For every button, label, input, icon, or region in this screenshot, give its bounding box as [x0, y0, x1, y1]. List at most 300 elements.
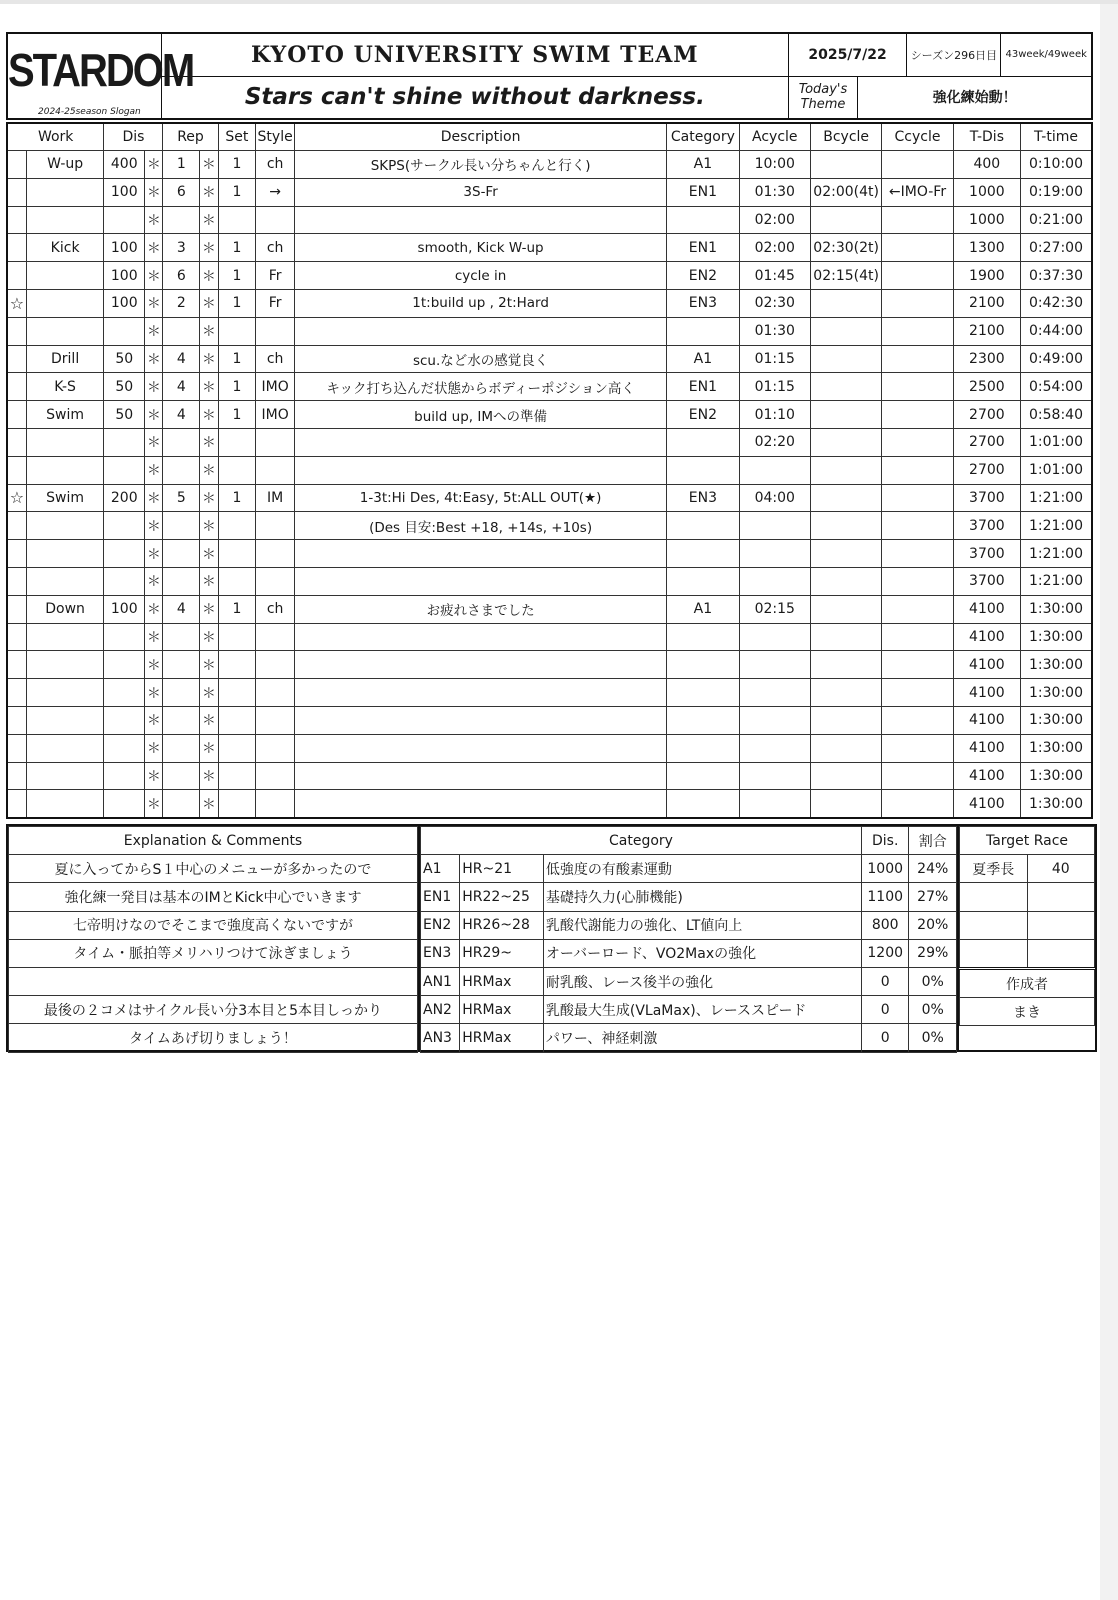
explanation-line: 強化練一発目は基本のIMとKick中心でいきます — [9, 883, 418, 911]
col-ttime: T-time — [1021, 123, 1093, 151]
menu-row — [7, 373, 1092, 401]
ccycle-cell — [882, 428, 953, 456]
times-sign: ＊ — [145, 540, 163, 568]
rep-cell: 3 — [163, 234, 200, 262]
set-cell: 1 — [218, 289, 256, 317]
acycle-cell — [739, 762, 810, 790]
tdis-cell: 4100 — [953, 595, 1020, 623]
rep-cell — [163, 456, 200, 484]
rep-cell: 2 — [163, 289, 200, 317]
style-cell: IMO — [256, 401, 295, 429]
category-desc: 耐乳酸、レース後半の強化 — [543, 967, 861, 995]
bottom-section — [6, 824, 1097, 1052]
acycle-cell — [739, 790, 810, 818]
work-cell: Swim — [26, 401, 104, 429]
menu-row — [7, 623, 1092, 651]
times-sign: ＊ — [200, 651, 218, 679]
times-sign: ＊ — [200, 289, 218, 317]
category-desc: 低強度の有酸素運動 — [543, 855, 861, 883]
description-cell: smooth, Kick W-up — [295, 234, 667, 262]
times-sign: ＊ — [200, 706, 218, 734]
tdis-cell: 4100 — [953, 762, 1020, 790]
description-cell: cycle in — [295, 262, 667, 290]
times-sign: ＊ — [200, 512, 218, 540]
ccycle-cell — [882, 234, 953, 262]
ttime-cell: 1:30:00 — [1021, 651, 1093, 679]
category-row — [421, 911, 957, 939]
menu-row — [7, 567, 1092, 595]
category-ratio: 0% — [909, 1024, 957, 1052]
style-cell — [256, 317, 295, 345]
work-cell — [26, 706, 104, 734]
ccycle-cell — [882, 706, 953, 734]
set-cell — [218, 428, 256, 456]
style-cell — [256, 567, 295, 595]
category-cell: EN3 — [667, 289, 739, 317]
description-cell: (Des 目安:Best +18, +14s, +10s) — [295, 512, 667, 540]
times-sign: ＊ — [145, 234, 163, 262]
set-cell: 1 — [218, 484, 256, 512]
rep-cell: 1 — [163, 151, 200, 179]
times-sign: ＊ — [145, 595, 163, 623]
acycle-cell — [739, 651, 810, 679]
dis-cell — [104, 512, 145, 540]
work-cell — [26, 762, 104, 790]
dis-cell — [104, 206, 145, 234]
theme-label-line1: Today's — [798, 82, 848, 98]
menu-row — [7, 428, 1092, 456]
rep-cell — [163, 206, 200, 234]
tdis-cell: 2700 — [953, 456, 1020, 484]
style-cell: → — [256, 178, 295, 206]
dis-cell — [104, 790, 145, 818]
bcycle-cell: 02:00(4t) — [810, 178, 881, 206]
category-cell — [667, 734, 739, 762]
rep-cell — [163, 317, 200, 345]
category-hr: HRMax — [460, 996, 544, 1024]
work-cell: K-S — [26, 373, 104, 401]
times-sign: ＊ — [145, 679, 163, 707]
menu-row — [7, 178, 1092, 206]
star-mark — [7, 706, 26, 734]
star-mark — [7, 428, 26, 456]
slogan-text: Stars can't shine without darkness. — [161, 76, 788, 119]
menu-row — [7, 651, 1092, 679]
times-sign: ＊ — [200, 206, 218, 234]
acycle-cell: 04:00 — [739, 484, 810, 512]
style-cell: IM — [256, 484, 295, 512]
explanation-line — [9, 967, 418, 995]
star-mark — [7, 734, 26, 762]
times-sign: ＊ — [200, 428, 218, 456]
menu-row — [7, 679, 1092, 707]
description-cell: 1-3t:Hi Des, 4t:Easy, 5t:ALL OUT(★) — [295, 484, 667, 512]
tdis-cell: 4100 — [953, 790, 1020, 818]
menu-row — [7, 289, 1092, 317]
style-cell: ch — [256, 595, 295, 623]
times-sign: ＊ — [145, 484, 163, 512]
work-cell — [26, 428, 104, 456]
menu-row — [7, 262, 1092, 290]
category-row — [421, 855, 957, 883]
theme-label-line2: Theme — [800, 97, 846, 113]
today-theme: 強化練始動！ — [858, 76, 1092, 119]
description-cell — [295, 623, 667, 651]
acycle-cell — [739, 679, 810, 707]
category-cell — [667, 540, 739, 568]
description-cell: build up, IMへの準備 — [295, 401, 667, 429]
tdis-cell: 2700 — [953, 428, 1020, 456]
category-cell: A1 — [667, 345, 739, 373]
bcycle-cell — [810, 706, 881, 734]
description-cell — [295, 567, 667, 595]
tdis-cell: 2700 — [953, 401, 1020, 429]
work-cell — [26, 206, 104, 234]
category-code: AN3 — [421, 1024, 460, 1052]
work-cell — [26, 456, 104, 484]
menu-row — [7, 345, 1092, 373]
work-cell: Swim — [26, 484, 104, 512]
bcycle-cell: 02:15(4t) — [810, 262, 881, 290]
star-mark — [7, 234, 26, 262]
col-category: Category — [667, 123, 739, 151]
category-hr: HR22~25 — [460, 883, 544, 911]
ccycle-cell — [882, 373, 953, 401]
work-cell — [26, 512, 104, 540]
category-dis-header: Dis. — [861, 827, 909, 855]
work-cell — [26, 317, 104, 345]
set-cell — [218, 540, 256, 568]
star-mark — [7, 540, 26, 568]
times-sign: ＊ — [200, 623, 218, 651]
rep-cell: 5 — [163, 484, 200, 512]
rep-cell — [163, 790, 200, 818]
work-cell — [26, 178, 104, 206]
work-cell: Kick — [26, 234, 104, 262]
set-cell: 1 — [218, 595, 256, 623]
bcycle-cell — [810, 512, 881, 540]
set-cell — [218, 456, 256, 484]
acycle-cell — [739, 456, 810, 484]
acycle-cell — [739, 540, 810, 568]
style-cell: Fr — [256, 289, 295, 317]
times-sign: ＊ — [200, 178, 218, 206]
bcycle-cell — [810, 651, 881, 679]
tdis-cell: 2500 — [953, 373, 1020, 401]
category-cell: EN1 — [667, 234, 739, 262]
set-cell — [218, 512, 256, 540]
times-sign: ＊ — [200, 734, 218, 762]
dis-cell: 50 — [104, 373, 145, 401]
style-cell — [256, 679, 295, 707]
ttime-cell: 0:42:30 — [1021, 289, 1093, 317]
ccycle-cell — [882, 567, 953, 595]
category-dis: 0 — [861, 1024, 909, 1052]
set-cell: 1 — [218, 345, 256, 373]
description-cell — [295, 540, 667, 568]
style-cell — [256, 456, 295, 484]
ttime-cell: 0:21:00 — [1021, 206, 1093, 234]
category-code: EN2 — [421, 911, 460, 939]
tdis-cell: 1900 — [953, 262, 1020, 290]
times-sign: ＊ — [200, 262, 218, 290]
ttime-cell: 0:44:00 — [1021, 317, 1093, 345]
ccycle-cell — [882, 679, 953, 707]
bcycle-cell — [810, 679, 881, 707]
category-ratio: 0% — [909, 967, 957, 995]
dis-cell — [104, 762, 145, 790]
category-ratio: 29% — [909, 939, 957, 967]
tdis-cell: 2300 — [953, 345, 1020, 373]
star-mark — [7, 345, 26, 373]
dis-cell — [104, 706, 145, 734]
ccycle-cell — [882, 734, 953, 762]
times-sign: ＊ — [145, 651, 163, 679]
ttime-cell: 1:01:00 — [1021, 428, 1093, 456]
description-cell — [295, 651, 667, 679]
tdis-cell: 1000 — [953, 178, 1020, 206]
dis-cell — [104, 456, 145, 484]
description-cell — [295, 706, 667, 734]
target-race-title: Target Race — [960, 827, 1095, 855]
tdis-cell: 400 — [953, 151, 1020, 179]
dis-cell — [104, 317, 145, 345]
category-hr: HR~21 — [460, 855, 544, 883]
explanation-line: タイムあげ切りましょう！ — [9, 1024, 418, 1052]
ccycle-cell — [882, 262, 953, 290]
col-rep: Rep — [163, 123, 218, 151]
description-cell — [295, 790, 667, 818]
ttime-cell: 0:27:00 — [1021, 234, 1093, 262]
work-cell — [26, 790, 104, 818]
description-cell — [295, 679, 667, 707]
menu-row — [7, 790, 1092, 818]
description-cell: scu.など水の感覚良く — [295, 345, 667, 373]
acycle-cell — [739, 567, 810, 595]
target-race-table — [959, 826, 1095, 1026]
times-sign: ＊ — [200, 484, 218, 512]
ttime-cell: 1:21:00 — [1021, 484, 1093, 512]
menu-header-row — [7, 123, 1092, 151]
times-sign: ＊ — [145, 567, 163, 595]
acycle-cell — [739, 706, 810, 734]
bcycle-cell — [810, 428, 881, 456]
acycle-cell: 01:15 — [739, 345, 810, 373]
description-cell: SKPS(サークル長い分ちゃんと行く) — [295, 151, 667, 179]
style-cell: IMO — [256, 373, 295, 401]
dis-cell — [104, 428, 145, 456]
style-cell — [256, 706, 295, 734]
acycle-cell — [739, 623, 810, 651]
logo-cell — [7, 33, 194, 119]
menu-row — [7, 317, 1092, 345]
ccycle-cell — [882, 456, 953, 484]
category-cell — [667, 567, 739, 595]
col-tdis: T-Dis — [953, 123, 1020, 151]
category-row — [421, 883, 957, 911]
col-set: Set — [218, 123, 256, 151]
ttime-cell: 1:21:00 — [1021, 512, 1093, 540]
rep-cell — [163, 734, 200, 762]
acycle-cell: 01:10 — [739, 401, 810, 429]
ccycle-cell — [882, 317, 953, 345]
category-cell: EN2 — [667, 262, 739, 290]
category-cell: EN2 — [667, 401, 739, 429]
tdis-cell: 4100 — [953, 679, 1020, 707]
style-cell — [256, 734, 295, 762]
dis-cell: 100 — [104, 262, 145, 290]
ccycle-cell — [882, 651, 953, 679]
times-sign: ＊ — [145, 428, 163, 456]
category-desc: オーバーロード、VO2Maxの強化 — [543, 939, 861, 967]
category-dis: 1000 — [861, 855, 909, 883]
style-cell — [256, 651, 295, 679]
description-cell — [295, 428, 667, 456]
description-cell — [295, 317, 667, 345]
tdis-cell: 4100 — [953, 623, 1020, 651]
ttime-cell: 0:10:00 — [1021, 151, 1093, 179]
dis-cell — [104, 651, 145, 679]
dis-cell: 400 — [104, 151, 145, 179]
category-cell — [667, 790, 739, 818]
rep-cell — [163, 679, 200, 707]
category-ratio: 24% — [909, 855, 957, 883]
times-sign: ＊ — [200, 373, 218, 401]
explanation-line: 最後の２コメはサイクル長い分3本目と5本目しっかり — [9, 996, 418, 1024]
bcycle-cell: 02:30(2t) — [810, 234, 881, 262]
category-code: EN3 — [421, 939, 460, 967]
times-sign: ＊ — [200, 456, 218, 484]
bcycle-cell — [810, 456, 881, 484]
explanation-line: 夏に入ってからS１中心のメニューが多かったので — [9, 855, 418, 883]
ccycle-cell — [882, 206, 953, 234]
times-sign: ＊ — [145, 734, 163, 762]
category-desc: パワー、神経刺激 — [543, 1024, 861, 1052]
category-desc: 乳酸代謝能力の強化、LT値向上 — [543, 911, 861, 939]
work-cell — [26, 289, 104, 317]
ttime-cell: 1:30:00 — [1021, 706, 1093, 734]
work-cell — [26, 567, 104, 595]
star-mark — [7, 317, 26, 345]
dis-cell: 100 — [104, 178, 145, 206]
set-cell — [218, 762, 256, 790]
work-cell — [26, 679, 104, 707]
description-cell — [295, 456, 667, 484]
times-sign: ＊ — [145, 512, 163, 540]
star-mark — [7, 178, 26, 206]
set-cell: 1 — [218, 234, 256, 262]
acycle-cell: 02:15 — [739, 595, 810, 623]
explanation-line: タイム・脈拍等メリハリつけて泳ぎましょう — [9, 939, 418, 967]
bcycle-cell — [810, 345, 881, 373]
bcycle-cell — [810, 595, 881, 623]
style-cell — [256, 790, 295, 818]
description-cell: キック打ち込んだ状態からボディーポジション高く — [295, 373, 667, 401]
star-mark — [7, 206, 26, 234]
star-mark — [7, 456, 26, 484]
menu-row — [7, 595, 1092, 623]
style-cell — [256, 540, 295, 568]
category-row — [421, 967, 957, 995]
acycle-cell: 02:00 — [739, 234, 810, 262]
acycle-cell: 01:15 — [739, 373, 810, 401]
explanation-title: Explanation & Comments — [9, 827, 418, 855]
ccycle-cell — [882, 401, 953, 429]
dis-cell — [104, 567, 145, 595]
ccycle-cell — [882, 512, 953, 540]
rep-cell — [163, 762, 200, 790]
dis-cell: 200 — [104, 484, 145, 512]
ccycle-cell — [882, 595, 953, 623]
times-sign: ＊ — [200, 401, 218, 429]
ttime-cell: 1:30:00 — [1021, 762, 1093, 790]
star-mark — [7, 567, 26, 595]
category-ratio-header: 割合 — [909, 827, 957, 855]
description-cell: 1t:build up , 2t:Hard — [295, 289, 667, 317]
work-cell — [26, 623, 104, 651]
category-desc: 乳酸最大生成(VLaMax)、レーススピード — [543, 996, 861, 1024]
category-code: AN2 — [421, 996, 460, 1024]
dis-cell: 100 — [104, 595, 145, 623]
ttime-cell: 1:30:00 — [1021, 679, 1093, 707]
bcycle-cell — [810, 401, 881, 429]
times-sign: ＊ — [200, 234, 218, 262]
menu-table — [6, 122, 1093, 819]
tdis-cell: 3700 — [953, 567, 1020, 595]
dis-cell: 100 — [104, 289, 145, 317]
set-cell — [218, 679, 256, 707]
tdis-cell: 2100 — [953, 317, 1020, 345]
bcycle-cell — [810, 206, 881, 234]
dis-cell — [104, 623, 145, 651]
team-name: KYOTO UNIVERSITY SWIM TEAM — [161, 33, 788, 76]
bcycle-cell — [810, 790, 881, 818]
star-mark: ☆ — [7, 289, 26, 317]
category-code: A1 — [421, 855, 460, 883]
category-cell: A1 — [667, 151, 739, 179]
menu-row — [7, 484, 1092, 512]
style-cell — [256, 762, 295, 790]
target-race-name: 夏季長 — [960, 855, 1028, 883]
rep-cell: 4 — [163, 595, 200, 623]
menu-row — [7, 540, 1092, 568]
bcycle-cell — [810, 734, 881, 762]
season-day: シーズン296日目 — [907, 33, 1001, 76]
category-ratio: 20% — [909, 911, 957, 939]
set-cell: 1 — [218, 401, 256, 429]
category-hr: HR26~28 — [460, 911, 544, 939]
times-sign: ＊ — [145, 456, 163, 484]
ttime-cell: 1:21:00 — [1021, 567, 1093, 595]
ttime-cell: 0:58:40 — [1021, 401, 1093, 429]
category-cell: EN1 — [667, 178, 739, 206]
times-sign: ＊ — [145, 151, 163, 179]
bcycle-cell — [810, 317, 881, 345]
style-cell — [256, 512, 295, 540]
set-cell — [218, 317, 256, 345]
menu-row — [7, 206, 1092, 234]
theme-label — [788, 76, 858, 119]
category-ratio: 27% — [909, 883, 957, 911]
rep-cell — [163, 512, 200, 540]
rep-cell — [163, 567, 200, 595]
acycle-cell: 01:45 — [739, 262, 810, 290]
times-sign: ＊ — [145, 317, 163, 345]
category-hr: HR29~ — [460, 939, 544, 967]
set-cell — [218, 206, 256, 234]
tdis-cell: 3700 — [953, 484, 1020, 512]
rep-cell — [163, 540, 200, 568]
